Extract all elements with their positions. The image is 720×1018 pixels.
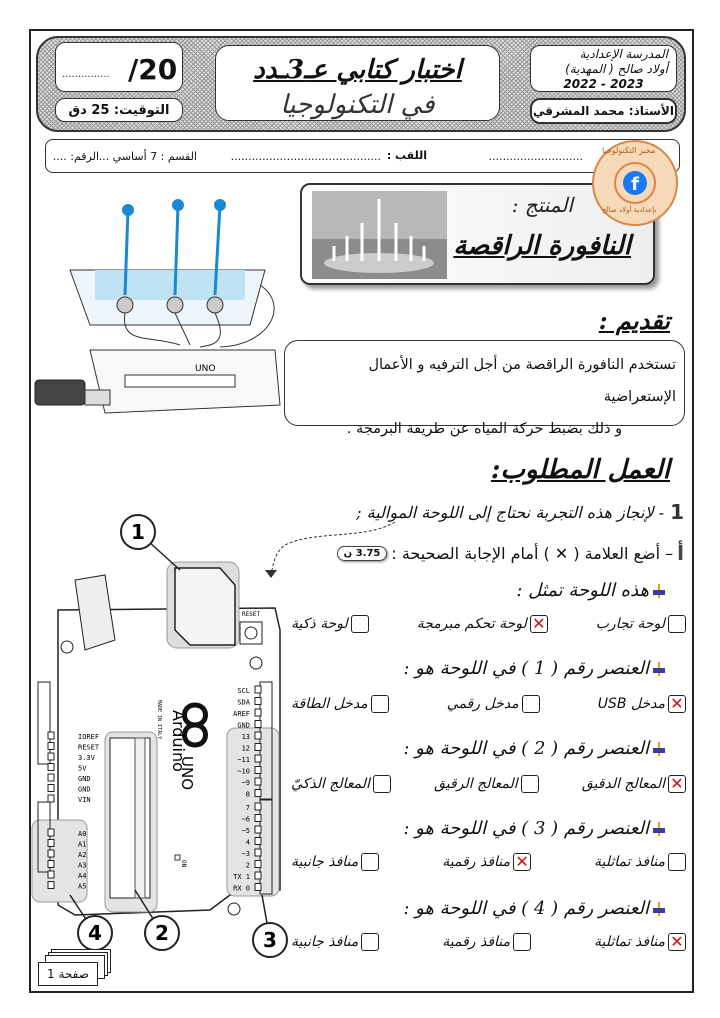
option[interactable] bbox=[596, 615, 686, 633]
arduino-brand: Arduino bbox=[169, 710, 188, 772]
analog-pin bbox=[48, 882, 54, 889]
option-label: منافذ جانبية bbox=[291, 934, 359, 950]
score-blank: ............... bbox=[62, 69, 110, 80]
digital-pin-label: TX 1 bbox=[233, 873, 250, 881]
top-pin-label: ~9 bbox=[241, 779, 250, 787]
power-pin-label: 5V bbox=[78, 764, 87, 773]
top-pin bbox=[255, 709, 261, 716]
option[interactable] bbox=[594, 933, 686, 951]
power-pin bbox=[48, 743, 54, 750]
option-label: لوحة تحكم مبرمجة bbox=[416, 616, 527, 632]
exam-title-box bbox=[215, 45, 500, 121]
intro-heading: تقديم : bbox=[598, 306, 670, 335]
analog-pin-label: A4 bbox=[78, 872, 87, 880]
option-label: المعالج الذكيّ bbox=[291, 776, 370, 792]
option-label: لوحة تجارب bbox=[595, 616, 665, 632]
digital-pin-label: 4 bbox=[245, 838, 250, 847]
power-pin bbox=[48, 774, 54, 781]
analog-pin bbox=[48, 840, 54, 847]
digital-pin-label: ~5 bbox=[241, 827, 250, 835]
digital-pin bbox=[255, 872, 261, 879]
number-field[interactable]: الرقم: .... bbox=[52, 150, 99, 163]
made-in-label: MADE IN ITALY bbox=[156, 700, 162, 740]
question-1a-text: – أضع العلامة ( ✕ ) أمام الإجابة الصحيحة : bbox=[391, 543, 674, 563]
question-item bbox=[403, 658, 665, 679]
top-pin bbox=[255, 755, 261, 762]
power-pin-label: VIN bbox=[78, 796, 91, 804]
question-text: العنصر رقم ( 3 ) في اللوحة هو : bbox=[403, 818, 649, 839]
bullet-icon bbox=[653, 902, 665, 916]
option[interactable] bbox=[594, 853, 686, 871]
checkbox[interactable] bbox=[513, 933, 531, 951]
question-1-text: - لإنجاز هذه التجربة نحتاج إلى اللوحة الموالية ; bbox=[356, 502, 665, 522]
options-row bbox=[291, 933, 686, 951]
digital-pin-label: RX 0 bbox=[233, 884, 250, 893]
question-text: العنصر رقم ( 4 ) في اللوحة هو : bbox=[403, 898, 649, 919]
exam-subject: في التكنولوجيا bbox=[280, 90, 435, 120]
exam-title: اختبار كتابي عـ3ـدد bbox=[253, 55, 462, 85]
question-text: هذه اللوحة تمثل : bbox=[516, 580, 649, 601]
question-item bbox=[516, 580, 665, 601]
work-heading: العمل المطلوب: bbox=[490, 455, 670, 485]
product-name: النافورة الراقصة bbox=[453, 231, 631, 261]
option[interactable] bbox=[598, 695, 686, 713]
on-led-label: ON bbox=[180, 860, 187, 868]
intro-line-2: و ذلك بضبط حركة المياه عن طريقة البرمجة . bbox=[346, 421, 623, 437]
analog-pin bbox=[48, 871, 54, 878]
top-pin bbox=[255, 721, 261, 728]
school-name: المدرسة الإعدادية bbox=[579, 47, 668, 61]
analog-pin-label: A1 bbox=[78, 840, 87, 849]
option[interactable] bbox=[291, 695, 389, 713]
school-year: 2022 - 2023 bbox=[563, 77, 644, 91]
option-label: مدخل رقمي bbox=[446, 696, 519, 712]
top-pin bbox=[255, 778, 261, 785]
option[interactable] bbox=[417, 615, 548, 633]
teacher-name: الأستاذ: محمد المشرقي bbox=[530, 98, 677, 124]
header-strip bbox=[38, 682, 50, 764]
school-location: أولاد صالح ( المهدية) bbox=[565, 62, 668, 76]
checkbox[interactable]: ✕ bbox=[668, 695, 686, 713]
digital-pin bbox=[255, 838, 261, 845]
options-row bbox=[291, 615, 686, 633]
option-label: المعالج الرقيق bbox=[434, 776, 518, 792]
class-label: القسم : 7 أساسي ... bbox=[98, 150, 197, 163]
svg-text:f: f bbox=[631, 174, 639, 195]
callout-number: 3 bbox=[263, 928, 277, 952]
logo-top-text: مخبر التكنولوجيا bbox=[602, 146, 656, 155]
bullet-icon bbox=[653, 584, 665, 598]
top-pin bbox=[255, 790, 261, 797]
checkbox[interactable] bbox=[373, 775, 391, 793]
analog-pin bbox=[48, 861, 54, 868]
digital-pin bbox=[255, 861, 261, 868]
option[interactable] bbox=[434, 775, 539, 793]
power-pin-label: RESET bbox=[78, 743, 100, 752]
checkbox[interactable] bbox=[371, 695, 389, 713]
top-pin-label: SCL bbox=[237, 687, 250, 695]
digital-pin-label: 7 bbox=[245, 804, 250, 812]
checkbox[interactable] bbox=[522, 695, 540, 713]
analog-pin bbox=[48, 850, 54, 857]
checkbox[interactable] bbox=[668, 853, 686, 871]
option[interactable] bbox=[291, 615, 369, 633]
options-row bbox=[291, 853, 686, 871]
power-pin bbox=[48, 764, 54, 771]
question-1 bbox=[356, 500, 684, 524]
option[interactable] bbox=[291, 933, 379, 951]
score-box bbox=[55, 42, 183, 92]
intro-line-1: تستخدم النافورة الراقصة من أجل الترفيه و الأعمال الإستعراضية bbox=[368, 357, 676, 405]
checkbox[interactable]: ✕ bbox=[668, 775, 686, 793]
option[interactable] bbox=[442, 853, 531, 871]
question-item bbox=[403, 898, 665, 919]
option[interactable] bbox=[582, 775, 686, 793]
top-pin bbox=[255, 686, 261, 693]
digital-pin bbox=[255, 849, 261, 856]
digital-pin bbox=[255, 884, 261, 891]
checkbox[interactable]: ✕ bbox=[530, 615, 548, 633]
callout-number: 2 bbox=[155, 921, 169, 945]
option[interactable] bbox=[447, 695, 540, 713]
option-label: منافذ رقمية bbox=[442, 934, 511, 950]
top-pin-label: ~10 bbox=[237, 767, 250, 776]
reset-label: RESET bbox=[242, 611, 261, 618]
option[interactable] bbox=[291, 853, 379, 871]
power-pin-label: 3.3V bbox=[78, 754, 95, 762]
bullet-icon bbox=[653, 742, 665, 756]
page-number: صفحة 1 bbox=[38, 962, 98, 986]
checkbox[interactable] bbox=[521, 775, 539, 793]
option-label: مدخل الطاقة bbox=[291, 696, 368, 712]
callout-number: 1 bbox=[131, 520, 145, 544]
fountain-arduino-illustration bbox=[30, 185, 285, 425]
option-label: منافذ تماثلية bbox=[594, 854, 665, 870]
question-item bbox=[403, 738, 665, 759]
checkbox[interactable] bbox=[361, 933, 379, 951]
power-pin-label: GND bbox=[78, 775, 91, 783]
option[interactable] bbox=[291, 775, 391, 793]
analog-pin-label: A5 bbox=[78, 882, 87, 891]
power-pin bbox=[48, 785, 54, 792]
timing-label: التوقيت: 25 دق bbox=[55, 98, 183, 122]
score-total: /20 bbox=[128, 53, 178, 86]
checkbox[interactable] bbox=[668, 615, 686, 633]
option-label: لوحة ذكية bbox=[291, 616, 348, 632]
top-pin-label: 8 bbox=[245, 790, 250, 799]
option-label: منافذ رقمية bbox=[442, 854, 511, 870]
student-info-box bbox=[45, 139, 680, 173]
power-pin bbox=[48, 753, 54, 760]
top-pin-label: 13 bbox=[241, 733, 250, 741]
top-pin bbox=[255, 744, 261, 751]
digital-pin bbox=[255, 803, 261, 810]
digital-pin-label: 2 bbox=[245, 861, 250, 870]
checkbox[interactable] bbox=[351, 615, 369, 633]
question-1a-letter: أ bbox=[677, 541, 684, 565]
callout-number: 4 bbox=[88, 921, 102, 945]
options-row bbox=[291, 775, 686, 793]
top-pin bbox=[255, 698, 261, 705]
bullet-icon bbox=[653, 822, 665, 836]
checkbox[interactable]: ✕ bbox=[668, 933, 686, 951]
points-badge: 3.75 ن bbox=[337, 546, 388, 561]
digital-pin-label: ~6 bbox=[241, 815, 250, 824]
surname-label: اللقب : bbox=[386, 149, 427, 162]
top-pin-label: GND bbox=[237, 721, 250, 730]
bullet-icon bbox=[653, 662, 665, 676]
power-pin bbox=[48, 795, 54, 802]
question-text: العنصر رقم ( 1 ) في اللوحة هو : bbox=[403, 658, 649, 679]
logo-bottom-text: بإعدادية أولاد صالح bbox=[602, 206, 657, 214]
checkbox[interactable] bbox=[361, 853, 379, 871]
option[interactable] bbox=[442, 933, 531, 951]
top-pin-label: SDA bbox=[237, 698, 250, 707]
question-text: العنصر رقم ( 2 ) في اللوحة هو : bbox=[403, 738, 649, 759]
top-pin-label: ~11 bbox=[237, 756, 250, 764]
name-field[interactable]: ........................... bbox=[488, 150, 583, 163]
product-label: المنتج : bbox=[511, 193, 573, 217]
analog-pin-label: A0 bbox=[78, 830, 87, 838]
option-label: المعالج الدقيق bbox=[581, 776, 665, 792]
power-pin bbox=[48, 732, 54, 739]
power-pin-label: IOREF bbox=[78, 733, 100, 741]
arduino-board-diagram bbox=[30, 510, 300, 990]
question-item bbox=[403, 818, 665, 839]
option-label: منافذ تماثلية bbox=[594, 934, 665, 950]
digital-pin bbox=[255, 815, 261, 822]
top-pin-label: 12 bbox=[241, 744, 250, 753]
top-pin bbox=[255, 732, 261, 739]
question-1-number: 1 bbox=[670, 500, 684, 524]
options-row bbox=[291, 695, 686, 713]
checkbox[interactable]: ✕ bbox=[513, 853, 531, 871]
digital-pin bbox=[255, 826, 261, 833]
analog-pin-label: A3 bbox=[78, 861, 87, 870]
option-label: منافذ جانبية bbox=[291, 854, 359, 870]
analog-pin bbox=[48, 829, 54, 836]
illustration-uno-label: UNO bbox=[195, 364, 216, 374]
uno-label: UNO bbox=[178, 756, 196, 791]
top-pin-label: AREF bbox=[233, 710, 250, 718]
power-pin-label: GND bbox=[78, 785, 91, 794]
fountain-photo bbox=[312, 191, 447, 279]
option-label: مدخل USB bbox=[597, 696, 665, 712]
intro-box bbox=[284, 340, 685, 437]
school-box bbox=[530, 45, 677, 92]
lab-logo bbox=[592, 140, 678, 226]
analog-pin-label: A2 bbox=[78, 851, 87, 859]
digital-pin-label: ~3 bbox=[241, 850, 250, 858]
top-pin bbox=[255, 767, 261, 774]
surname-field[interactable]: ........................................... bbox=[230, 150, 381, 163]
